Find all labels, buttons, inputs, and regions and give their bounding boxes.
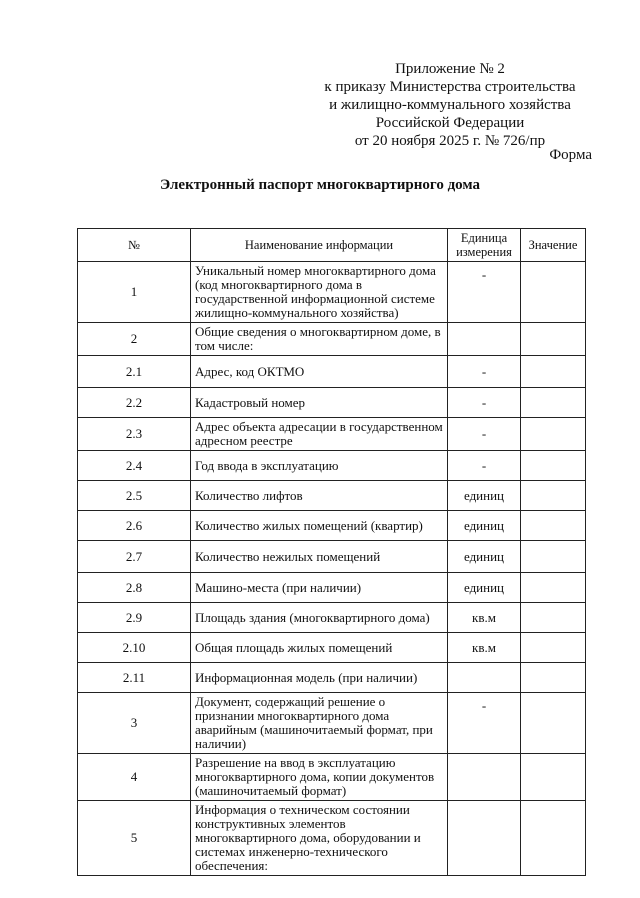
row-value <box>521 693 586 754</box>
row-number: 2.11 <box>78 663 191 693</box>
row-unit: кв.м <box>448 633 521 663</box>
row-number: 2 <box>78 323 191 356</box>
row-name: Информационная модель (при наличии) <box>191 663 448 693</box>
row-value <box>521 633 586 663</box>
table-row <box>78 693 586 754</box>
row-unit: - <box>448 356 521 388</box>
row-number: 2.6 <box>78 511 191 541</box>
table-row <box>78 801 586 876</box>
row-name: Количество лифтов <box>191 481 448 511</box>
table-row <box>78 511 586 541</box>
form-label: Форма <box>549 147 592 163</box>
header-line: от 20 ноября 2025 г. № 726/пр <box>354 133 546 149</box>
table-row <box>78 754 586 801</box>
column-header-name: Наименование информации <box>191 229 448 262</box>
row-name: Информация о техническом состоянии конструктивных элементов многоквартирного дома, оборудовании и системах инженерно-технического обеспечения: <box>191 801 448 876</box>
table-row <box>78 633 586 663</box>
column-header-unit: Единица измерения <box>448 229 521 262</box>
row-name: Уникальный номер многоквартирного дома (код многоквартирного дома в государственной информационной системе жилищно-коммунального хозяйства) <box>191 262 448 323</box>
row-unit: кв.м <box>448 603 521 633</box>
column-header-value: Значение <box>521 229 586 262</box>
row-unit <box>448 323 521 356</box>
row-number: 3 <box>78 693 191 754</box>
header-line: к приказу Министерства строительства <box>324 79 576 95</box>
row-value <box>521 388 586 418</box>
row-unit: единиц <box>448 541 521 573</box>
row-number: 4 <box>78 754 191 801</box>
row-number: 2.10 <box>78 633 191 663</box>
row-unit: единиц <box>448 573 521 603</box>
row-number: 2.1 <box>78 356 191 388</box>
passport-table <box>77 228 586 876</box>
row-value <box>521 603 586 633</box>
row-name: Площадь здания (многоквартирного дома) <box>191 603 448 633</box>
row-value <box>521 356 586 388</box>
row-number: 5 <box>78 801 191 876</box>
row-number: 2.5 <box>78 481 191 511</box>
row-value <box>521 541 586 573</box>
row-number: 2.3 <box>78 418 191 451</box>
row-number: 2.2 <box>78 388 191 418</box>
table-row <box>78 573 586 603</box>
row-name: Кадастровый номер <box>191 388 448 418</box>
row-name: Общая площадь жилых помещений <box>191 633 448 663</box>
row-unit: единиц <box>448 481 521 511</box>
row-value <box>521 262 586 323</box>
row-name: Адрес, код ОКТМО <box>191 356 448 388</box>
table-row <box>78 451 586 481</box>
table-row <box>78 418 586 451</box>
row-unit: - <box>448 262 521 323</box>
row-value <box>521 418 586 451</box>
document-header <box>300 60 600 150</box>
row-number: 2.9 <box>78 603 191 633</box>
column-header-num: № <box>78 229 191 262</box>
row-number: 2.7 <box>78 541 191 573</box>
row-value <box>521 323 586 356</box>
row-unit: единиц <box>448 511 521 541</box>
row-unit: - <box>448 693 521 754</box>
table-row <box>78 356 586 388</box>
row-value <box>521 754 586 801</box>
header-line: и жилищно-коммунального хозяйства <box>329 97 571 113</box>
row-name: Количество нежилых помещений <box>191 541 448 573</box>
row-unit: - <box>448 388 521 418</box>
table-row <box>78 481 586 511</box>
row-unit <box>448 754 521 801</box>
row-name: Разрешение на ввод в эксплуатацию многоквартирного дома, копии документов (машиночитаемый формат) <box>191 754 448 801</box>
row-unit: - <box>448 451 521 481</box>
row-value <box>521 573 586 603</box>
table-row <box>78 603 586 633</box>
table-row <box>78 541 586 573</box>
row-value <box>521 511 586 541</box>
header-line: Российской Федерации <box>375 115 525 131</box>
table-row <box>78 262 586 323</box>
row-name: Машино-места (при наличии) <box>191 573 448 603</box>
row-number: 2.4 <box>78 451 191 481</box>
table-row <box>78 663 586 693</box>
table-row <box>78 388 586 418</box>
row-name: Общие сведения о многоквартирном доме, в том числе: <box>191 323 448 356</box>
row-unit <box>448 663 521 693</box>
table-row <box>78 323 586 356</box>
row-name: Год ввода в эксплуатацию <box>191 451 448 481</box>
table-header-row <box>78 229 586 262</box>
row-number: 2.8 <box>78 573 191 603</box>
row-unit: - <box>448 418 521 451</box>
row-value <box>521 801 586 876</box>
row-name: Адрес объекта адресации в государственном адресном реестре <box>191 418 448 451</box>
row-number: 1 <box>78 262 191 323</box>
row-value <box>521 451 586 481</box>
row-value <box>521 663 586 693</box>
row-name: Документ, содержащий решение о признании многоквартирного дома аварийным (машиночитаемый формат, при наличии) <box>191 693 448 754</box>
document-title: Электронный паспорт многоквартирного дома <box>160 177 480 193</box>
header-line: Приложение № 2 <box>395 61 505 77</box>
row-unit <box>448 801 521 876</box>
row-name: Количество жилых помещений (квартир) <box>191 511 448 541</box>
row-value <box>521 481 586 511</box>
